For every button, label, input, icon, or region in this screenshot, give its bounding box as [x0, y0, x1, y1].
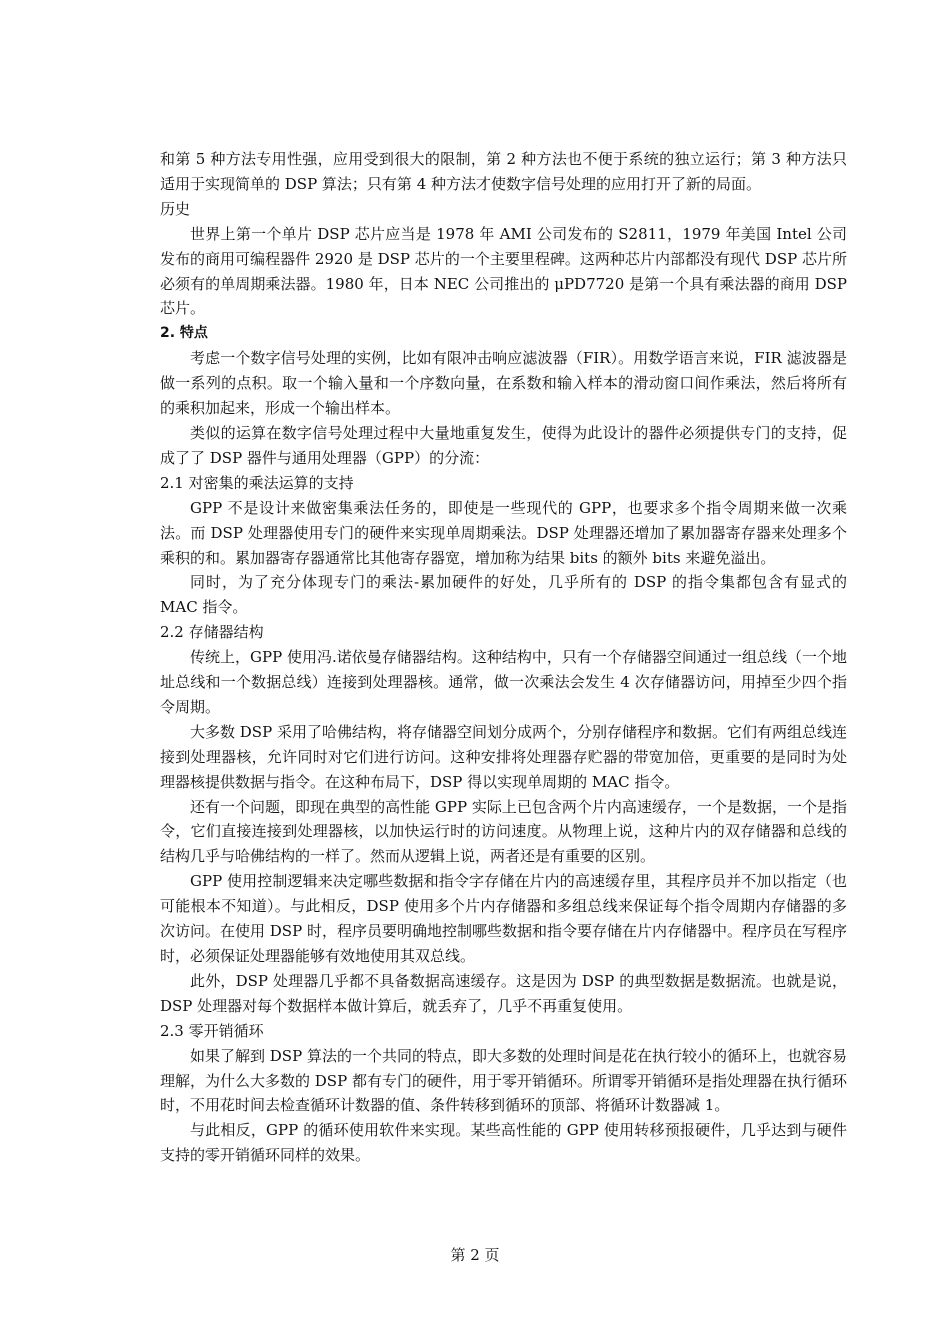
page-number: 第 2 页 [450, 1246, 500, 1264]
subsection-heading: 2.2 存储器结构 [160, 623, 264, 642]
section-heading: 2. 特点 [160, 325, 208, 342]
paragraph: 传统上，GPP 使用冯.诺依曼存储器结构。这种结构中，只有一个存储器空间通过一组总线（一个地址总线和一个数据总线）连接到处理器核。通常，做一次乘法会发生 4 次存储器访问，用掉至少四个指令周期。 [160, 648, 847, 716]
paragraph: 大多数 DSP 采用了哈佛结构，将存储器空间划分成两个，分别存储程序和数据。它们有两组总线连接到处理器核，允许同时对它们进行访问。这种安排将处理器存贮器的带宽加倍，更重要的是同时为处理器核提供数据与指令。在这种布局下，DSP 得以实现单周期的 MAC 指令。 [160, 722, 847, 791]
paragraph: 如果了解到 DSP 算法的一个共同的特点，即大多数的处理时间是花在执行较小的循环上，也就容易理解，为什么大多数的 DSP 都有专门的硬件，用于零开销循环。所谓零开销循环是指处理器在执行循环时，不用花时间去检查循环计数器的值、条件转移到循环的顶部、将循环计数器减 1。 [160, 1046, 847, 1115]
paragraph: 考虑一个数字信号处理的实例，比如有限冲击响应滤波器（FIR）。用数学语言来说，FIR 滤波器是做一系列的点积。取一个输入量和一个序数向量，在系数和输入样本的滑动窗口间作乘法，然后将所有的乘积加起来，形成一个输出样本。 [160, 349, 847, 418]
paragraph: 此外，DSP 处理器几乎都不具备数据高速缓存。这是因为 DSP 的典型数据是数据流。也就是说，DSP 处理器对每个数据样本做计算后，就丢弃了，几乎不再重复使用。 [160, 971, 847, 1015]
paragraph: GPP 不是设计来做密集乘法任务的，即使是一些现代的 GPP，也要求多个指令周期来做一次乘法。而 DSP 处理器使用专门的硬件来实现单周期乘法。DSP 处理器还增加了累加器寄存器来处理多个乘积的和。累加器寄存器通常比其他寄存器宽，增加称为结果 bits 的额外 bits 来避免溢出。 [160, 498, 847, 567]
paragraph: 世界上第一个单片 DSP 芯片应当是 1978 年 AMI 公司发布的 S2811，1979 年美国 Intel 公司发布的商用可编程器件 2920 是 DSP 芯片的一个主要里程碑。这两种芯片内部都没有现代 DSP 芯片所必须有的单周期乘法器。1980 年，日本 NEC 公司推出的 μPD7720 是第一个具有乘法器的商用 DSP 芯片。 [160, 224, 847, 318]
paragraph: 类似的运算在数字信号处理过程中大量地重复发生，使得为此设计的器件必须提供专门的支持，促成了了 DSP 器件与通用处理器（GPP）的分流： [160, 423, 847, 467]
paragraph: 还有一个问题，即现在典型的高性能 GPP 实际上已包含两个片内高速缓存，一个是数据，一个是指令，它们直接连接到处理器核，以加快运行时的访问速度。从物理上说，这种片内的双存储器和总线的结构几乎与哈佛结构的一样了。然而从逻辑上说，两者还是有重要的区别。 [160, 797, 847, 866]
paragraph: 历史 [160, 199, 191, 218]
paragraph: 和第 5 种方法专用性强，应用受到很大的限制，第 2 种方法也不便于系统的独立运行；第 3 种方法只适用于实现简单的 DSP 算法；只有第 4 种方法才使数字信号处理的应用打开了新的局面。 [160, 150, 847, 193]
paragraph: GPP 使用控制逻辑来决定哪些数据和指令字存储在片内的高速缓存里，其程序员并不加以指定（也可能根本不知道）。与此相反，DSP 使用多个片内存储器和多组总线来保证每个指令周期内存储器的多次访问。在使用 DSP 时，程序员要明确地控制哪些数据和指令要存储在片内存储器中。程序员在写程序时，必须保证处理器能够有效地使用其双总线。 [160, 872, 847, 965]
paragraph: 与此相反，GPP 的循环使用软件来实现。某些高性能的 GPP 使用转移预报硬件，几乎达到与硬件支持的零开销循环同样的效果。 [160, 1121, 847, 1165]
paragraph: 同时，为了充分体现专门的乘法-累加硬件的好处，几乎所有的 DSP 的指令集都包含有显式的 MAC 指令。 [160, 573, 847, 617]
document-body [160, 147, 847, 1168]
subsection-heading: 2.3 零开销循环 [160, 1021, 264, 1040]
subsection-heading: 2.1 对密集的乘法运算的支持 [160, 473, 354, 492]
